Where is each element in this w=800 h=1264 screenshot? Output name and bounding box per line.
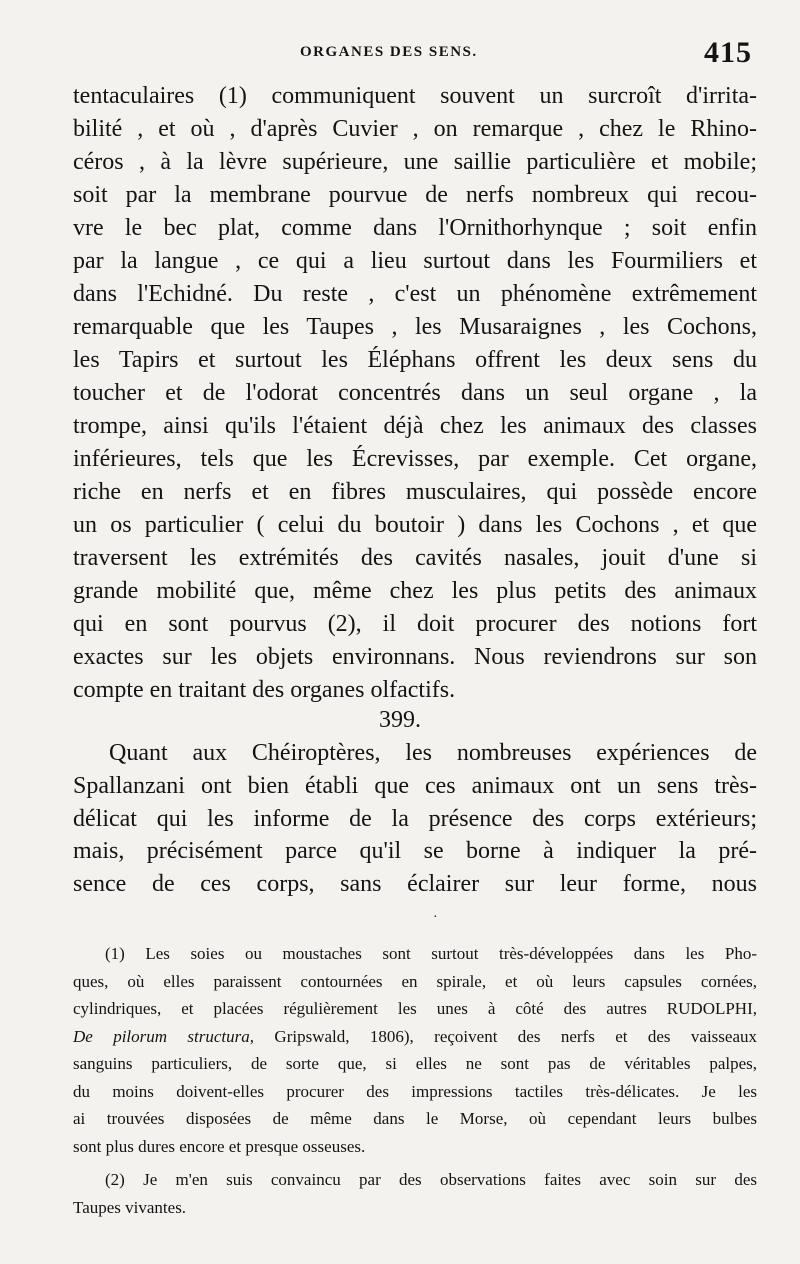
text-line: les Tapirs et surtout les Éléphans offrent les deux sens du <box>73 347 757 373</box>
text-line: Quant aux Chéiroptères, les nombreuses expériences de <box>109 740 757 766</box>
separator-dot: · <box>433 910 438 925</box>
footnote-line: du moins doivent-elles procurer des impressions tactiles très-délicates. Je les <box>73 1081 757 1101</box>
footnote-line: cylindriques, et placées régulièrement les unes à côté des autres RUDOLPHI, <box>73 999 757 1018</box>
text-line: vre le bec plat, comme dans l'Ornithorhynque ; soit enfin <box>73 215 757 241</box>
running-title: ORGANES DES SENS. <box>300 44 478 60</box>
text-line: tentaculaires (1) communiquent souvent un surcroît d'irrita- <box>73 83 757 109</box>
text-line: mais, précisément parce qu'il se borne à indiquer la pré- <box>73 838 757 865</box>
footnote-line: (2) Je m'en suis convaincu par des observations faites avec soin sur des <box>105 1170 757 1189</box>
latin-title: De pilorum structura <box>73 1026 250 1046</box>
text-line: sence de ces corps, sans éclairer sur leur forme, nous <box>73 871 757 898</box>
footnote-line: ai trouvées disposées de même dans le Morse, où cependant leurs bulbes <box>73 1109 757 1128</box>
text-line: délicat qui les informe de la présence des corps extérieurs; <box>73 805 757 832</box>
text-line: Spallanzani ont bien établi que ces animaux ont un sens très- <box>73 772 757 799</box>
text-line: remarquable que les Taupes , les Musaraignes , les Cochons, <box>73 314 757 340</box>
footnotes <box>73 940 757 1221</box>
footnote-1 <box>73 940 757 1160</box>
footnote-line: (1) Les soies ou moustaches sont surtout très-développées dans les Pho- <box>105 944 757 963</box>
section-number: 399. <box>379 707 421 733</box>
text-line: par la langue , ce qui a lieu surtout dans les Fourmiliers et <box>73 248 757 274</box>
text-line: un os particulier ( celui du boutoir ) dans les Cochons , et que <box>73 512 757 538</box>
footnote-line: De pilorum structura, Gripswald, 1806), reçoivent des nerfs et des vaisseaux <box>73 1026 757 1046</box>
text-line: inférieures, tels que les Écrevisses, par exemple. Cet organe, <box>73 446 757 472</box>
paragraph-chiroptera <box>73 737 757 901</box>
text-line: grande mobilité que, même chez les plus petits des animaux <box>73 578 757 604</box>
footnote-line: ques, où elles paraissent contournées en spirale, et où leurs capsules cornées, <box>73 971 757 991</box>
text-line: compte en traitant des organes olfactifs. <box>73 677 456 703</box>
text-line: bilité , et où , d'après Cuvier , on remarque , chez le Rhino- <box>73 116 757 142</box>
paragraph-continuation <box>73 80 757 707</box>
text-line: riche en nerfs et en fibres musculaires, qui possède encore <box>73 479 757 505</box>
text-line: exactes sur les objets environnans. Nous reviendrons sur son <box>73 644 757 670</box>
footnote-line: sanguins particuliers, de sorte que, si elles ne sont pas de véritables palpes, <box>73 1054 757 1073</box>
footnote-2 <box>73 1166 757 1221</box>
footnote-line: sont plus dures encore et presque osseuses. <box>73 1136 366 1156</box>
text-line: qui en sont pourvus (2), il doit procurer des notions fort <box>73 611 757 637</box>
text-line: soit par la membrane pourvue de nerfs nombreux qui recou- <box>73 182 757 208</box>
text-line: toucher et de l'odorat concentrés dans un seul organe , la <box>73 380 757 406</box>
text-line: céros , à la lèvre supérieure, une saillie particulière et mobile; <box>73 149 757 175</box>
footnote-line: Taupes vivantes. <box>73 1197 187 1217</box>
page-number: 415 <box>704 36 752 69</box>
text-line: traversent les extrémités des cavités nasales, jouit d'une si <box>73 545 757 571</box>
text-line: trompe, ainsi qu'ils l'étaient déjà chez les animaux des classes <box>73 413 757 439</box>
text-line: dans l'Echidné. Du reste , c'est un phénomène extrêmement <box>73 281 757 307</box>
